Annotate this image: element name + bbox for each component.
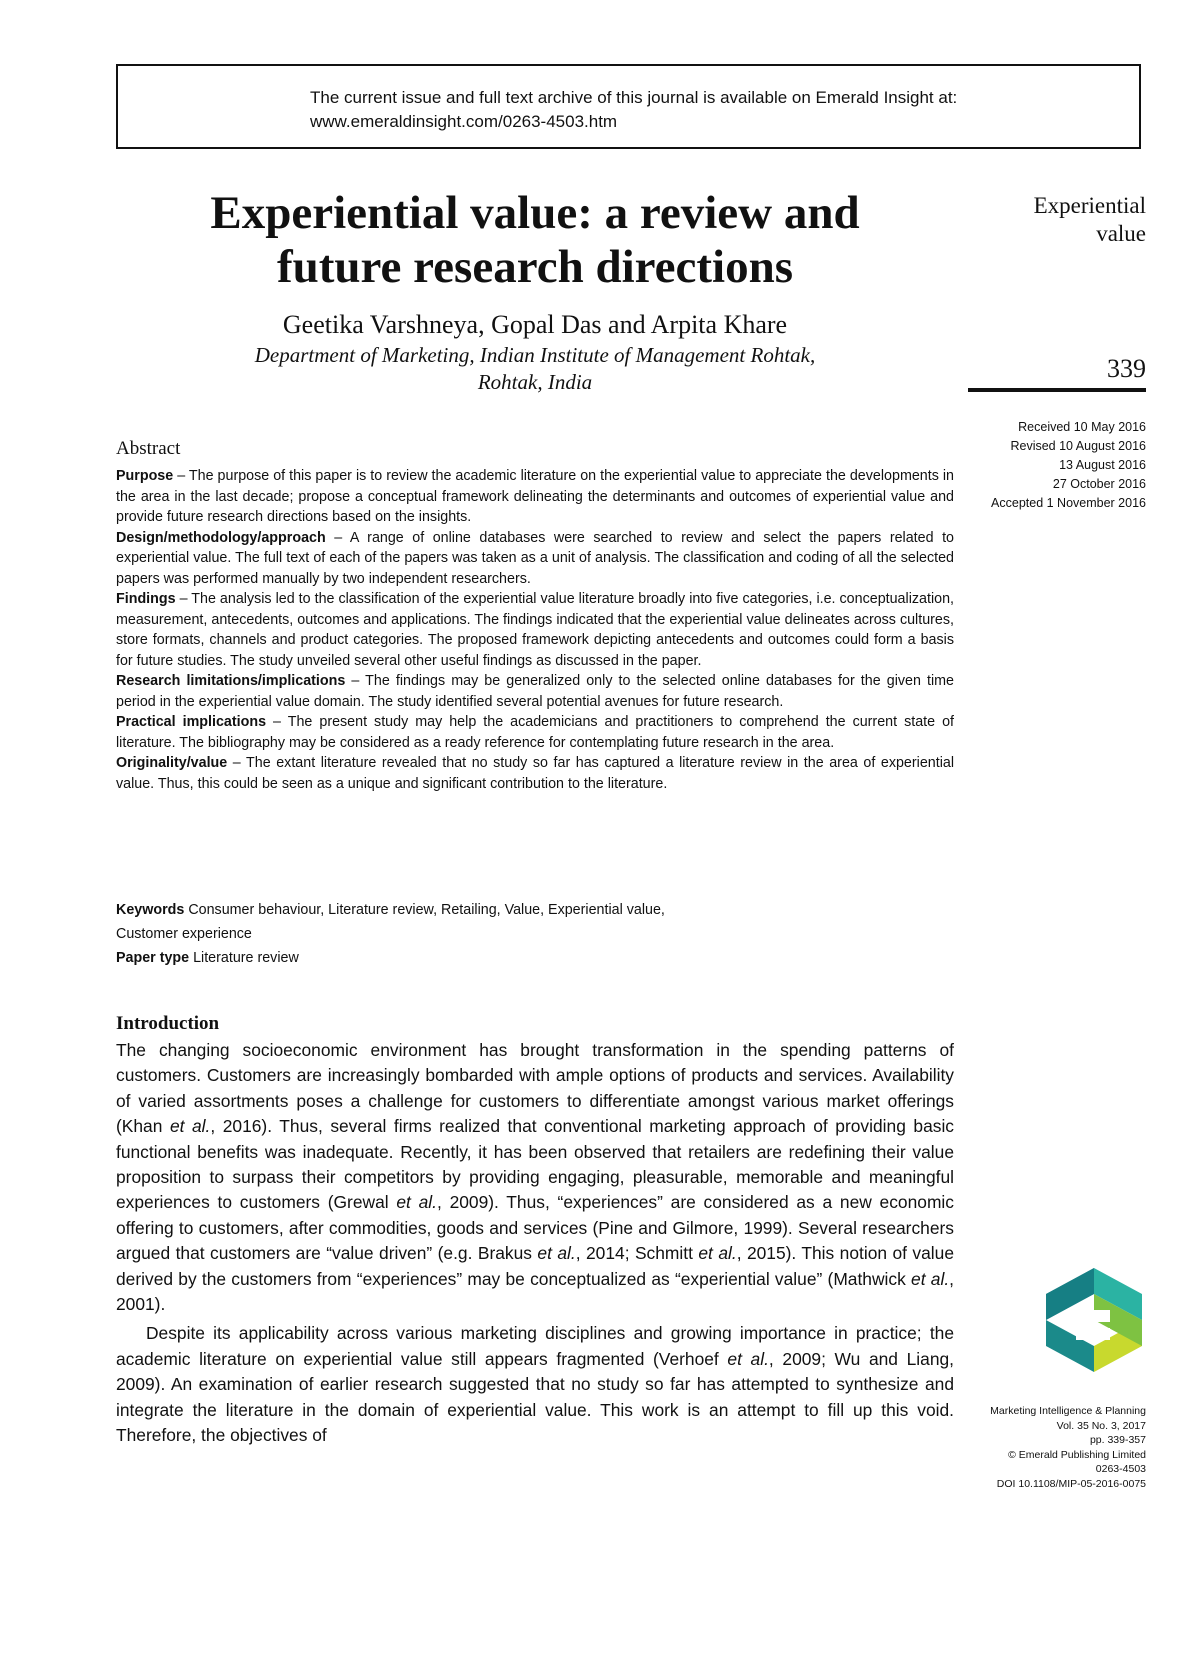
date-revised-1: Revised 10 August 2016 xyxy=(1010,439,1146,453)
journal-doi: DOI 10.1108/MIP-05-2016-0075 xyxy=(996,1477,1146,1490)
journal-pages: pp. 339-357 xyxy=(1089,1434,1146,1446)
journal-citation xyxy=(936,1404,1146,1491)
journal-issn: 0263-4503 xyxy=(1095,1463,1146,1475)
date-revised-2: 13 August 2016 xyxy=(1059,458,1146,472)
authors: Geetika Varshneya, Gopal Das and Arpita Khare xyxy=(282,310,788,339)
abstract-label: Design/methodology/approach xyxy=(116,529,326,546)
abstract-design xyxy=(116,528,954,590)
abstract-label: Purpose xyxy=(116,468,174,484)
keywords-text-line2: Customer experience xyxy=(116,926,252,942)
paper-title xyxy=(116,186,954,294)
affiliation-line1: Department of Marketing, Indian Institute of Management Rohtak, xyxy=(254,343,816,367)
text-run: , 2001). xyxy=(116,1268,955,1315)
abstract-findings xyxy=(116,589,954,671)
abstract-label: Practical implications xyxy=(116,714,267,730)
abstract-purpose xyxy=(116,466,954,528)
running-head xyxy=(946,192,1146,248)
abstract-body xyxy=(116,466,954,794)
abstract-originality xyxy=(116,753,954,794)
page-number-rule xyxy=(968,388,1146,392)
text-run: , 2009; Wu and Liang, 2009). An examination of earlier research suggested that no study so far has attempted to synthesize and integrate the literature in the domain of experiential value. This work is an attempt to fill up this void. Therefore, the objectives of xyxy=(116,1348,955,1446)
et-al: et al. xyxy=(169,1116,211,1137)
abstract-text: – The purpose of this paper is to review the academic literature on the experiential value to appreciate the developments in the area in the last decade; propose a conceptual framework delineating the determinants and outcomes of experiential value and provide future research directions based on the insights. xyxy=(116,468,954,525)
affiliation xyxy=(116,342,954,396)
introduction-body xyxy=(116,1038,954,1449)
text-run: Despite its applicability across various marketing disciplines and growing importance in practice; the academic literature on experiential value still appears fragmented (Verhoef xyxy=(116,1323,954,1369)
date-accepted: Accepted 1 November 2016 xyxy=(991,496,1146,510)
abstract-text: – The analysis led to the classification of the experiential value literature broadly into five categories, i.e. conceptualization, measurement, antecedents, outcomes and applications. The findings indicated that the experiential value delineates across cultures, store formats, channels and product categories. The proposed framework depicting antecedents and outcomes could form a basis for future studies. The study unveiled several other useful findings as discussed in the paper. xyxy=(116,591,954,669)
running-head-line1: Experiential xyxy=(1033,193,1146,218)
archive-notice-link[interactable]: www.emeraldinsight.com/0263-4503.htm xyxy=(310,112,618,131)
affiliation-line2: Rohtak, India xyxy=(477,370,593,394)
page-number: 339 xyxy=(1107,354,1146,383)
keywords-block xyxy=(116,898,954,970)
et-al: et al. xyxy=(698,1243,737,1264)
introduction-paragraph-2 xyxy=(116,1321,954,1448)
et-al: et al. xyxy=(911,1268,950,1289)
abstract-label: Findings xyxy=(116,591,176,607)
introduction-paragraph-1 xyxy=(116,1038,954,1317)
abstract-text: – The present study may help the academicians and practitioners to comprehend the current state of literature. The bibliography may be considered as a ready reference for contemplating future research in the area. xyxy=(116,714,954,751)
paper-title-line2: future research directions xyxy=(276,241,794,293)
emerald-logo-icon xyxy=(1046,1268,1142,1372)
et-al: et al. xyxy=(537,1243,576,1264)
archive-notice-text: The current issue and full text archive of this journal is available on Emerald Insight at: xyxy=(310,88,958,107)
paper-type-label: Paper type xyxy=(116,950,190,966)
text-run: , 2015). This notion of value derived by the customers from “experiences” may be conceptualized as “experiential value” (Mathwick xyxy=(116,1243,955,1289)
et-al: et al. xyxy=(727,1348,769,1369)
keywords-label: Keywords xyxy=(116,902,185,918)
paper-type xyxy=(116,946,954,970)
keywords xyxy=(116,898,954,922)
text-run: , 2009). Thus, “experiences” are considered as a new economic offering to customers, after commodities, goods and services (Pine and Gilmore, 1999). Several researchers argued that customers are “value driven” (e.g. Brakus xyxy=(116,1192,954,1264)
abstract-label: Research limitations/implications xyxy=(116,673,346,689)
abstract-limitations xyxy=(116,671,954,712)
journal-name: Marketing Intelligence & Planning xyxy=(990,1405,1146,1417)
abstract-label: Originality/value xyxy=(116,755,228,771)
received-dates xyxy=(936,418,1146,513)
text-run: , 2014; Schmitt xyxy=(575,1243,699,1264)
paper-title-line1: Experiential value: a review and xyxy=(210,187,860,239)
et-al: et al. xyxy=(396,1192,437,1213)
date-revised-3: 27 October 2016 xyxy=(1052,477,1146,491)
archive-notice-box xyxy=(116,64,1141,149)
keywords-text-line1: Consumer behaviour, Literature review, Retailing, Value, Experiential value, xyxy=(184,902,665,918)
running-head-line2: value xyxy=(1096,221,1146,246)
abstract-text: – The findings may be generalized only to the selected online databases for the given time period in the experiential value domain. The study identified several potential avenues for future research. xyxy=(116,673,954,710)
journal-volume: Vol. 35 No. 3, 2017 xyxy=(1056,1419,1146,1432)
abstract-text: – A range of online databases were searched to review and select the papers related to experiential value. The full text of each of the papers was taken as a unit of analysis. The classification and coding of all the selected papers was performed manually by two independent researchers. xyxy=(116,529,954,587)
date-received: Received 10 May 2016 xyxy=(1018,420,1146,434)
introduction-heading: Introduction xyxy=(116,1013,220,1034)
text-run: , 2016). Thus, several firms realized that conventional marketing approach of providing basic functional benefits was inadequate. Recently, it has been observed that retailers are redefining their value proposition to surpass their competitors by providing engaging, pleasurable, memorable and meaningful experiences to customers (Grewal xyxy=(116,1116,955,1213)
abstract-text: – The extant literature revealed that no study so far has captured a literature review in the area of experiential value. Thus, this could be seen as a unique and significant contribution to the literature. xyxy=(116,755,954,792)
text-run: The changing socioeconomic environment has brought transformation in the spending patterns of customers. Customers are increasingly bombarded with ample options of products and services. Availability of varied assortments poses a challenge for customers to differentiate amongst various market offerings (Khan xyxy=(116,1040,954,1137)
abstract-heading: Abstract xyxy=(116,438,181,459)
paper-type-text: Literature review xyxy=(189,950,299,966)
abstract-practical xyxy=(116,712,954,753)
journal-copyright: © Emerald Publishing Limited xyxy=(1008,1448,1146,1461)
